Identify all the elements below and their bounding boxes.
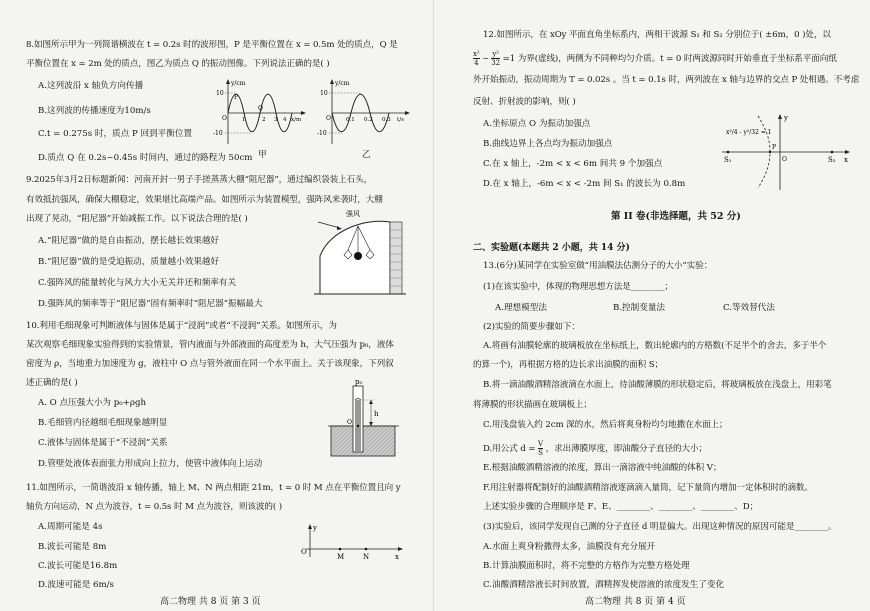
- q11-y-label: y: [313, 524, 317, 532]
- q8-wave-figure-jia: [213, 76, 308, 148]
- q10-stem-line2: 某次观察毛细现象实验得到的实验情景，管内液面与外部液面的高度差为 h，大气压强为 p₀，液体: [26, 340, 394, 350]
- q12-option-c: C.在 x 轴上，-2m < x < 6m 间共 9 个加强点: [483, 159, 663, 169]
- q12-option-a: A.坐标原点 O 为振动加强点: [483, 119, 591, 129]
- q10-capillary-figure: [325, 378, 403, 460]
- fig1-tick-10: 10: [216, 90, 224, 97]
- q13-sub1-option-a: A.理想模型法: [495, 303, 547, 313]
- q13-step-c: C.用浅盘装入约 2cm 深的水，然后将爽身粉均匀地撒在水面上；: [483, 420, 728, 430]
- q12-hyperbola-figure: [718, 112, 858, 194]
- q12-o-label: O: [782, 156, 787, 163]
- q11-option-d: D.波速可能是 6m/s: [38, 580, 114, 590]
- q9-stem-line3: 出现了晃动，“阻尼器”开始减振工作。以下说法合理的是( ): [26, 214, 248, 224]
- q11-option-a: A.周期可能是 4s: [38, 522, 103, 532]
- fig1-tick-3: 3: [274, 117, 278, 123]
- q11-n-label: N: [363, 553, 370, 561]
- q10-p0-label: p₀: [355, 378, 363, 386]
- q13-sub2: (2)实验的简要步骤如下：: [483, 322, 580, 332]
- q9-option-d: D.强阵风的频率等于“阻尼器”固有频率时“阻尼器”振幅最大: [38, 299, 263, 309]
- q10-option-b: B.毛细管内径越细毛细现象越明显: [38, 418, 168, 428]
- q12-x-label: x: [844, 156, 848, 164]
- q9-stem-line1: 9.2025年3月2日标题新闻：河南开封一男子手搓蒸蒸大棚“阻尼器”，通过编织袋装上石头，: [26, 175, 373, 185]
- fig1-tick-4: 4: [283, 117, 287, 123]
- fig2-origin: O: [326, 115, 331, 122]
- q12-eq-label: x²/4 - y²/32 = 1: [726, 129, 772, 136]
- q10-option-a: A. O 点压强大小为 p₀+ρgh: [38, 398, 146, 408]
- q10-option-c: C.液体与固体是属于“不浸润”关系: [38, 438, 168, 448]
- part-two-title: 第 II 卷(非选择题，共 52 分): [611, 211, 741, 222]
- q8-option-c: C.t = 0.275s 时，质点 P 回到平衡位置: [38, 129, 193, 139]
- q13-step-b-line1: B.将一滴油酸酒精溶液滴在水面上，待油酸薄膜的形状稳定后，将玻璃板放在浅盘上，用彩笔: [483, 380, 832, 390]
- q12-option-d: D.在 x 轴上，-6m < x < -2m 间 S₁ 的波长为 0.8m: [483, 179, 686, 189]
- q13-sub1: (1)在该实验中，体现的物理思想方法是________；: [483, 282, 673, 292]
- experiment-section-title: 二、实验题(本题共 2 小题，共 14 分): [473, 243, 630, 253]
- q10-h-label: h: [374, 410, 379, 418]
- q13-sub1-option-c: C.等效替代法: [723, 303, 775, 313]
- q10-stem-line1: 10.利用毛细现象可判断液体与固体是属于“浸润”或者“不浸润”关系。如图所示，为: [26, 321, 337, 331]
- q9-option-b: B.“阻尼器”做的是受迫振动，质量越小效果越好: [38, 257, 220, 267]
- q10-o-label: O: [347, 419, 352, 426]
- left-page-footer: 高二物理 共 8 页 第 3 页: [160, 597, 261, 607]
- q8-stem-line2: 平衡位置在 x = 2m 处的质点，图乙为质点 Q 的振动图像。下列说法正确的是( ): [26, 59, 330, 69]
- q11-o-label: O: [301, 548, 307, 556]
- q8-vibration-figure-yi: [317, 76, 412, 148]
- fig2-tick-01: 0.1: [346, 117, 355, 123]
- q10-stem-line4: 述正确的是( ): [26, 378, 78, 388]
- q13-order: 上述实验步骤的合理顺序是 F、E、________、________、________、D；: [483, 502, 759, 512]
- fig1-tick-1: 1: [242, 117, 246, 123]
- q13-sub3-option-a: A.水面上爽身粉撒得太多，油膜没有充分展开: [483, 542, 656, 552]
- fig2-ylabel: y/cm: [335, 80, 350, 87]
- q13-step-d: D.用公式 d = $\frac{V}{S}$ ，求出薄膜厚度，即油酸分子直径的大小；: [483, 440, 708, 457]
- q9-option-c: C.强阵风的能量转化与风力大小无关并还和频率有关: [38, 278, 237, 288]
- q13-stem: 13.(6分)某同学在实验室做“用油膜法估测分子的大小”实验：: [483, 261, 713, 271]
- q11-m-label: M: [337, 553, 345, 561]
- q12-frac-y: $\frac{\text{y²}}{32}$: [491, 50, 500, 67]
- q8-fig1-caption: 甲: [258, 150, 267, 160]
- q13-sub1-option-b: B.控制变量法: [613, 303, 666, 313]
- q13-sub3: (3)实验后，该同学发现自己测的分子直径 d 明显偏大。出现这种情况的原因可能是________。: [483, 522, 837, 532]
- q12-stem-line1: 12.如图所示，在 xOy 平面直角坐标系内，两相干波源 S₁ 和 S₂ 分别位于( ±6m，0 )处，以: [483, 30, 831, 40]
- fig2-tick-02: 0.2: [364, 117, 373, 123]
- q13-sub3-option-c: C.油酸酒精溶液长时间放置，酒精挥发使溶液的浓度发生了变化: [483, 580, 725, 590]
- q13-step-a-line2: 的算一个)，再根据方格的边长求出油膜的面积 S；: [473, 360, 664, 370]
- q12-s2-label: S₂: [828, 156, 836, 164]
- q9-stem-line2: 有效抵抗强风，确保大棚稳定，效果堪比高端产品。如图所示为装置模型，强阵风来袭时，大棚: [26, 195, 383, 205]
- q11-axis-figure: [296, 521, 406, 561]
- q8-fig2-caption: 乙: [362, 150, 371, 160]
- q13-step-a-line1: A.将画有油膜轮廓的玻璃板放在坐标纸上，数出轮廓内的方格数(不足半个的舍去，多于半个: [483, 341, 827, 351]
- fig2-tick-03: 0.3: [382, 117, 391, 123]
- fig2-tick-neg10: -10: [317, 130, 327, 137]
- q12-stem-line4: 反射、折射波的影响，则( ): [473, 97, 576, 107]
- q9-damper-figure: [310, 206, 410, 298]
- q8-stem-line1: 8.如图所示甲为一列简谐横波在 t = 0.2s 时的波形图，P 是平衡位置在 x = 0.5m 处的质点，Q 是: [26, 40, 398, 50]
- q9-strong-wind-label: 强风: [346, 210, 360, 218]
- q13-step-e: E.根据油酸酒精溶液的浓度，算出一滴溶液中纯油酸的体积 V；: [483, 463, 722, 473]
- q13-sub3-option-b: B.计算油膜面积时，将不完整的方格作为完整方格处理: [483, 561, 690, 571]
- q11-option-c: C.波长可能是16.8m: [38, 561, 118, 571]
- right-page-footer: 高二物理 共 8 页 第 4 页: [585, 597, 686, 607]
- right-page: [435, 0, 870, 611]
- q10-stem-line3: 密度为 ρ，当地重力加速度为 g，液柱中 O 点与管外液面在同一个水平面上。关于该现象，下列叙: [26, 359, 394, 369]
- q12-stem-line2: $\frac{\text{x²}}{4}$ − $\frac{\text{y²}}{32}$ =1 为界(虚线)，两侧为不同种均匀介质。t = 0 时两波源同时开始垂直于坐标系平面向纸: [473, 50, 837, 67]
- q12-option-b: B.曲线边界上各点均为振动加强点: [483, 139, 613, 149]
- fig1-tick-neg10: -10: [213, 130, 223, 137]
- q8-option-a: A.这列波沿 x 轴负方向传播: [38, 81, 144, 91]
- q8-option-b: B.这列波的传播速度为10m/s: [38, 106, 151, 116]
- q12-y-label: y: [784, 114, 788, 122]
- fig1-tick-2: 2: [262, 117, 266, 123]
- q9-option-a: A.“阻尼器”做的是自由振动，摆长越长效果越好: [38, 236, 220, 246]
- q13-step-b-line2: 将薄膜的形状描画在玻璃板上；: [473, 400, 592, 410]
- q12-stem-line3: 外开始振动，振动周期为 T = 0.02s 。当 t = 0.1s 时，两列波在 x 轴与边界的交点 P 处相遇。不考虑: [473, 75, 860, 85]
- fig1-point-q: Q: [258, 105, 263, 112]
- q13-step-d-fraction: $\frac{V}{S}$: [538, 440, 543, 457]
- q11-option-b: B.波长可能是 8m: [38, 542, 107, 552]
- fig2-xlabel: t/s: [397, 117, 404, 123]
- q8-option-d: D.质点 Q 在 0.2s~0.45s 时间内，通过的路程为 50cm: [38, 153, 253, 163]
- q12-s1-label: S₁: [724, 156, 732, 164]
- fig1-point-p: P: [234, 94, 239, 101]
- q12-frac-x: $\frac{\text{x²}}{4}$: [473, 50, 480, 67]
- fig2-tick-10: 10: [320, 90, 328, 97]
- fig1-origin: O: [222, 115, 227, 122]
- q11-x-label: x: [395, 553, 399, 561]
- q13-step-f: F.用注射器将配制好的油酸酒精溶液逐滴滴入量筒，记下量筒内增加一定体积时的滴数。: [483, 483, 813, 493]
- q11-stem-line2: 轴负方向运动，N 点为波谷，t = 0.5s 时 M 点为波谷，则该波的( ): [26, 502, 283, 512]
- q12-p-label: P: [772, 144, 777, 151]
- fig1-ylabel: y/cm: [231, 80, 246, 87]
- q10-option-d: D.管壁处液体表面张力形成向上拉力，使管中液体向上运动: [38, 459, 263, 469]
- q11-stem-line1: 11.如图所示，一简谐波沿 x 轴传播，轴上 M、N 两点相距 21m，t = 0 时 M 点在平衡位置且向 y: [26, 483, 401, 493]
- fig1-xlabel: x/m: [291, 117, 302, 123]
